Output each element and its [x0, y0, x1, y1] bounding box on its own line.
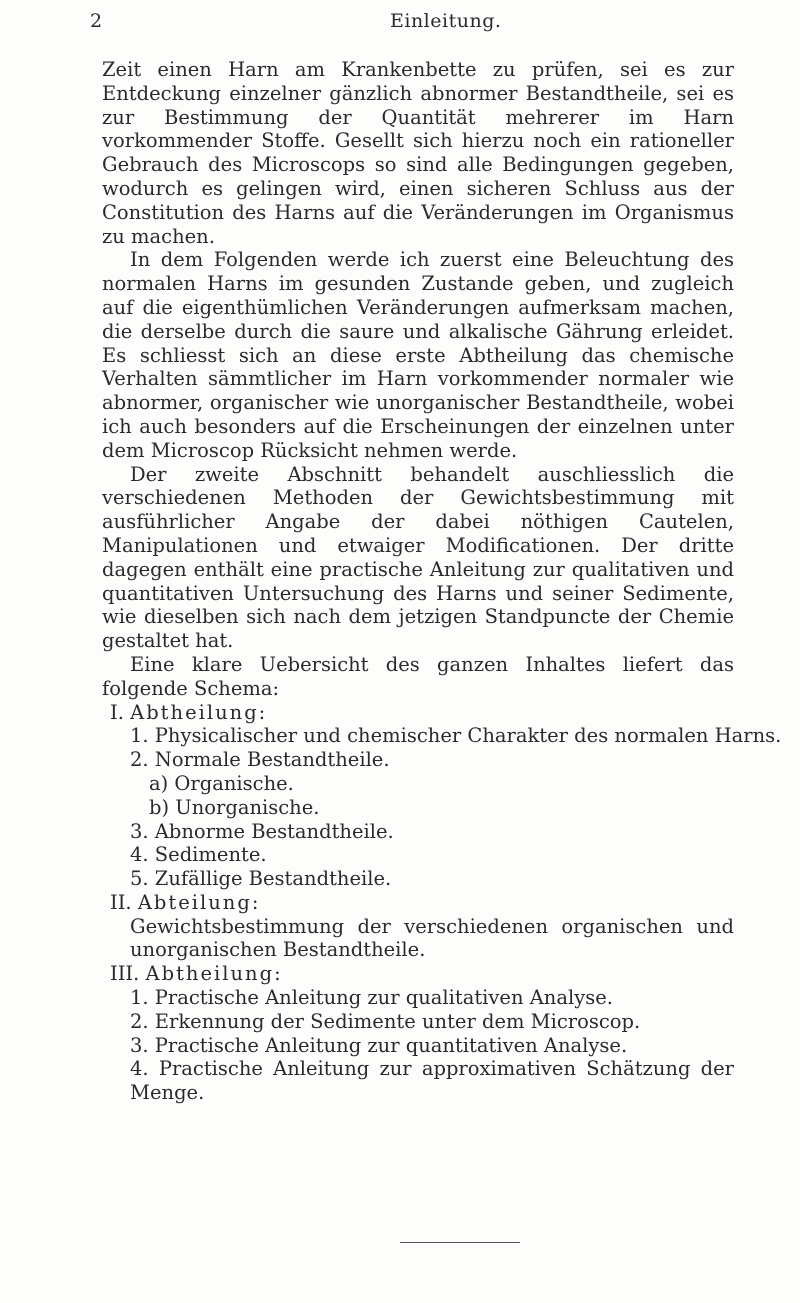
list-item: 2. Normale Bestandtheile.: [130, 748, 390, 772]
list-subitem: a) Organische.: [149, 771, 294, 795]
section-heading-2: [102, 891, 734, 915]
section-title: Abtheilung:: [145, 962, 283, 986]
section-number: III.: [110, 962, 140, 986]
list-item: 2. Erkennung der Sedimente unter dem Microscop.: [130, 1009, 641, 1033]
page-number: 2: [90, 10, 103, 32]
body-text: [102, 58, 782, 1105]
section-number: I.: [110, 700, 124, 724]
list-item: 1. Physicalischer und chemischer Charakter des normalen Harns.: [130, 724, 782, 748]
list-item: 4. Practische Anleitung zur approximativen Schätzung der Menge.: [130, 1057, 734, 1105]
page-header: [0, 10, 800, 40]
list-item: 5. Zufällige Bestandtheile.: [130, 867, 392, 891]
list-item: 3. Abnorme Bestandtheile.: [130, 819, 394, 843]
section-title: Abtheilung:: [130, 700, 268, 724]
paragraph-4: Eine klare Uebersicht des ganzen Inhaltes liefert das folgende Schema:: [102, 652, 734, 700]
section-2-text: Gewichtsbestimmung der verschiedenen organischen und unorganischen Bestandtheile.: [130, 914, 734, 962]
running-head: Einleitung.: [390, 10, 502, 32]
section-number: II.: [110, 890, 132, 914]
paragraph-3: Der zweite Abschnitt behandelt auschliesslich die verschiedenen Methoden der Gewichtsbestimmung mit ausführlicher Angabe der dabei nöthigen Cautelen, Manipulationen und etwaiger Modificationen. Der dritte dagegen enthält eine practische Anleitung zur qualitativen und quantitativen Untersuchung des Harns und seiner Sedimente, wie dieselben sich nach dem jetzigen Standpuncte der Chemie gestaltet hat.: [102, 462, 734, 653]
paragraph-1: Zeit einen Harn am Krankenbette zu prüfen, sei es zur Entdeckung einzelner gänzlich abnormer Bestandtheile, sei es zur Bestimmung der Quantität mehrerer im Harn vorkommender Stoffe. Gesellt sich hierzu noch ein rationeller Gebrauch des Microscops so sind alle Bedingungen gegeben, wodurch es gelingen wird, einen sicheren Schluss aus der Constitution des Harns auf die Veränderungen im Organismus zu machen.: [102, 58, 734, 248]
list-item: 4. Sedimente.: [130, 843, 267, 867]
list-item: 3. Practische Anleitung zur quantitativen Analyse.: [130, 1033, 628, 1057]
list-subitem: b) Unorganische.: [149, 795, 320, 819]
schema: [102, 700, 782, 1106]
section-title: Abteilung:: [137, 890, 261, 914]
end-rule: [400, 1242, 520, 1243]
section-heading-3: [102, 962, 734, 986]
list-item: 1. Practische Anleitung zur qualitativen Analyse.: [130, 986, 613, 1010]
paragraph-2: In dem Folgenden werde ich zuerst eine Beleuchtung des normalen Harns im gesunden Zustande geben, und zugleich auf die eigenthümlichen Veränderungen aufmerksam machen, die derselbe durch die saure und alkalische Gährung erleidet. Es schliesst sich an diese erste Abtheilung das chemische Verhalten sämmtlicher im Harn vorkommender normaler wie abnormer, organischer wie unorganischer Bestandtheile, wobei ich auch besonders auf die Erscheinungen der einzelnen unter dem Microscop Rücksicht nehmen werde.: [102, 248, 734, 462]
section-heading-1: [102, 701, 734, 725]
